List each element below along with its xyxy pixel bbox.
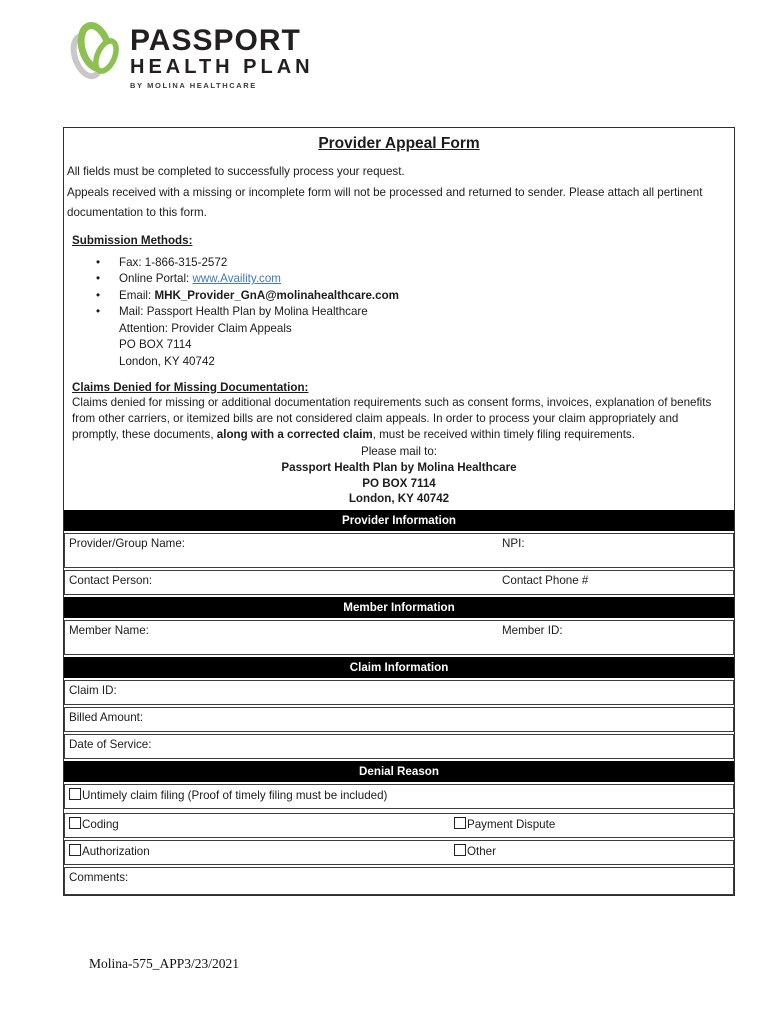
claims-denied-heading: Claims Denied for Missing Documentation: bbox=[72, 381, 309, 394]
member-id-label: Member ID: bbox=[502, 624, 563, 638]
billed-amount-row[interactable] bbox=[64, 707, 734, 732]
contact-person-label: Contact Person: bbox=[69, 574, 153, 588]
bullet-icon: • bbox=[96, 305, 101, 318]
date-of-service-row[interactable] bbox=[64, 734, 734, 759]
authorization-other-row bbox=[64, 840, 734, 865]
form-title: Provider Appeal Form bbox=[318, 135, 480, 152]
untimely-filing-checkbox[interactable] bbox=[69, 788, 81, 800]
brand-name: PASSPORT bbox=[130, 24, 301, 57]
provider-group-name-label: Provider/Group Name: bbox=[69, 537, 185, 551]
intro-line-2: Appeals received with a missing or incomplete form will not be processed and returned to sender. Please attach all pertinent documentation to this form. bbox=[67, 185, 703, 219]
contact-phone-label: Contact Phone # bbox=[502, 574, 589, 588]
npi-label: NPI: bbox=[502, 537, 525, 551]
comments-label: Comments: bbox=[69, 871, 129, 885]
mail-to-block bbox=[64, 444, 734, 508]
mail-pobox-line: PO BOX 7114 bbox=[119, 338, 192, 351]
bullet-icon: • bbox=[96, 288, 101, 302]
intro-line-1: All fields must be completed to successfully process your request. bbox=[67, 165, 405, 178]
untimely-filing-row bbox=[64, 784, 734, 809]
passport-logo bbox=[68, 18, 314, 91]
coding-label: Coding bbox=[82, 818, 119, 832]
payment-dispute-checkbox[interactable] bbox=[454, 817, 466, 829]
list-item bbox=[96, 271, 734, 288]
submission-methods-heading: Submission Methods: bbox=[72, 233, 193, 247]
mail-to-pobox: PO BOX 7114 bbox=[362, 476, 436, 490]
email-info: Email: MHK_Provider_GnA@molinahealthcare.com bbox=[119, 288, 399, 302]
claims-denied-paragraph: Claims denied for missing or additional documentation requirements such as consent forms, invoices, explanation of benefits from other carriers, or itemized bills are not considered claim appeals. In order to process your claim appropriately and promptly, these documents, along with a corrected claim, must be received within timely filing requirements. bbox=[72, 396, 712, 441]
provider-name-npi-row[interactable] bbox=[64, 533, 734, 568]
bullet-icon: • bbox=[96, 272, 101, 285]
claim-information-header: Claim Information bbox=[64, 657, 734, 678]
mail-city-line: London, KY 40742 bbox=[119, 354, 215, 368]
mail-attention-line: Attention: Provider Claim Appeals bbox=[119, 321, 292, 335]
list-item bbox=[96, 288, 734, 305]
list-item bbox=[96, 255, 734, 272]
date-of-service-label: Date of Service: bbox=[69, 738, 152, 752]
authorization-checkbox[interactable] bbox=[69, 844, 81, 856]
coding-checkbox[interactable] bbox=[69, 817, 81, 829]
email-address: MHK_Provider_GnA@molinahealthcare.com bbox=[154, 288, 399, 302]
claim-id-row[interactable] bbox=[64, 680, 734, 705]
mail-to-org: Passport Health Plan by Molina Healthcare bbox=[281, 460, 517, 474]
bullet-icon: • bbox=[96, 255, 101, 269]
provider-appeal-form bbox=[63, 127, 735, 896]
member-name-id-row[interactable] bbox=[64, 620, 734, 655]
payment-dispute-label: Payment Dispute bbox=[467, 818, 556, 832]
availity-link[interactable]: www.Availity.com bbox=[192, 272, 281, 285]
claim-id-label: Claim ID: bbox=[69, 684, 117, 698]
billed-amount-label: Billed Amount: bbox=[69, 711, 144, 725]
coding-payment-row bbox=[64, 813, 734, 838]
mail-to-intro: Please mail to: bbox=[360, 444, 438, 458]
document-footer: Molina-575_APP3/23/2021 bbox=[89, 956, 240, 971]
corrected-claim-emphasis: along with a corrected claim bbox=[216, 427, 373, 441]
contact-person-phone-row[interactable] bbox=[64, 570, 734, 595]
brand-subname: HEALTH PLAN bbox=[130, 56, 314, 78]
fax-info: Fax: 1-866-315-2572 bbox=[119, 255, 228, 269]
other-checkbox[interactable] bbox=[454, 844, 466, 856]
intro-paragraph bbox=[64, 162, 734, 224]
member-name-label: Member Name: bbox=[69, 624, 149, 638]
portal-info: Online Portal: www.Availity.com bbox=[119, 272, 281, 285]
mail-info: Mail: Passport Health Plan by Molina Healthcare bbox=[119, 305, 368, 318]
comments-row[interactable] bbox=[64, 867, 734, 895]
untimely-filing-label: Untimely claim filing (Proof of timely filing must be included) bbox=[82, 789, 388, 803]
authorization-label: Authorization bbox=[82, 845, 150, 859]
mail-to-city: London, KY 40742 bbox=[348, 492, 450, 506]
submission-methods-list bbox=[96, 255, 734, 371]
leaf-logo-icon bbox=[68, 18, 126, 84]
list-item bbox=[96, 304, 734, 321]
brand-byline: BY MOLINA HEALTHCARE bbox=[130, 81, 257, 90]
denial-reason-header: Denial Reason bbox=[64, 761, 734, 782]
member-information-header: Member Information bbox=[64, 597, 734, 618]
provider-information-header: Provider Information bbox=[64, 510, 734, 531]
other-label: Other bbox=[467, 845, 496, 859]
